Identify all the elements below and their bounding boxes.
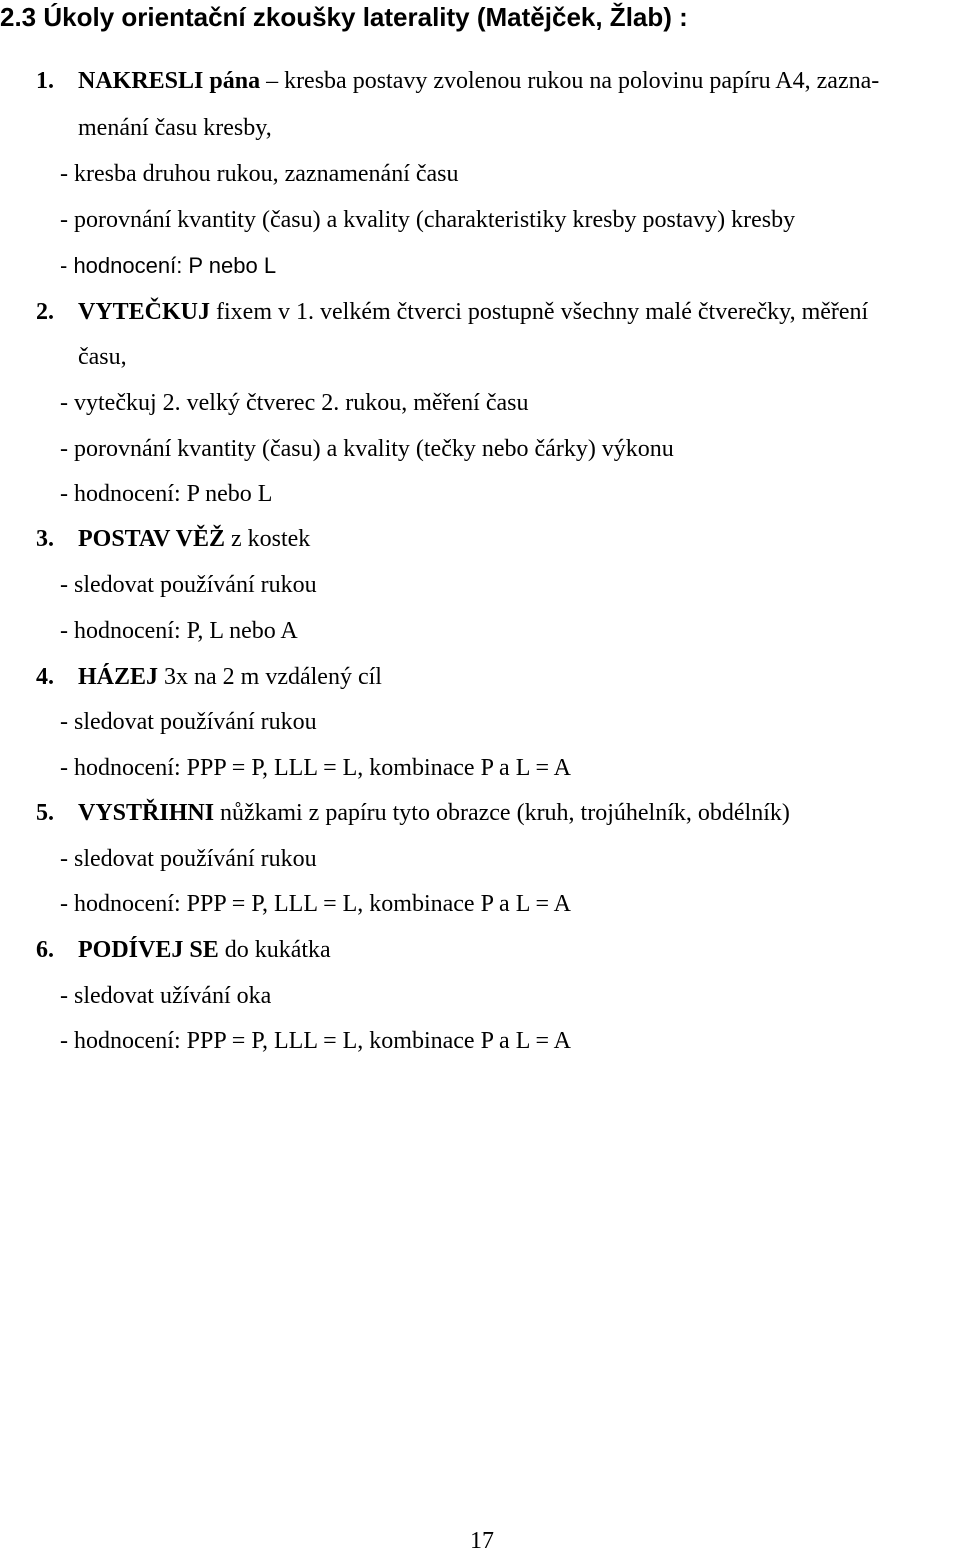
task-1-item-2: - porovnání kvantity (času) a kvality (charakteristiky kresby postavy) kresby [60, 207, 796, 233]
task-1-heading: NAKRESLI pána [78, 68, 261, 94]
task-1-text: – kresba postavy zvolenou rukou na polovinu papíru A4, zazna- [260, 68, 880, 94]
task-4-text: 3x na 2 m vzdálený cíl [158, 664, 382, 690]
task-5-text: nůžkami z papíru tyto obrazce (kruh, trojúhelník, obdélník) [214, 800, 790, 826]
task-5-item-1: - sledovat používání rukou [60, 846, 317, 872]
task-6-item-1: - sledovat užívání oka [60, 983, 272, 1009]
task-4-item-1: - sledovat používání rukou [60, 709, 317, 735]
task-5-item-2: - hodnocení: PPP = P, LLL = L, kombinace P a L = A [60, 891, 572, 917]
task-2-line [78, 297, 868, 327]
task-6-text: do kukátka [218, 937, 331, 963]
task-3-number: 3. [36, 526, 54, 552]
page-title: 2.3 Úkoly orientační zkoušky laterality (Matějček, Žlab) : [0, 2, 688, 32]
page-number: 17 [470, 1528, 494, 1554]
task-4-number: 4. [36, 664, 54, 690]
task-2-text: fixem v 1. velkém čtverci postupně všechny malé čtverečky, měření [210, 299, 869, 325]
task-5-heading: VYSTŘIHNI [78, 800, 215, 826]
task-3-heading: POSTAV VĚŽ [78, 526, 225, 552]
task-3-item-2: - hodnocení: P, L nebo A [60, 618, 298, 644]
task-1-number: 1. [36, 68, 54, 94]
task-3-item-1: - sledovat používání rukou [60, 572, 317, 598]
task-6-heading: PODÍVEJ SE [78, 937, 219, 963]
task-4-line [78, 662, 382, 692]
task-2-item-2: - porovnání kvantity (času) a kvality (tečky nebo čárky) výkonu [60, 436, 674, 462]
task-1-item-1: - kresba druhou rukou, zaznamenání času [60, 161, 459, 187]
task-2-number: 2. [36, 299, 54, 325]
task-1-item-3: - hodnocení: P nebo L [60, 253, 277, 278]
task-5-line [78, 798, 790, 828]
task-6-line [78, 935, 331, 965]
task-1-continuation: menání času kresby, [78, 115, 272, 141]
task-2-item-1: - vytečkuj 2. velký čtverec 2. rukou, měření času [60, 390, 529, 416]
task-2-continuation: času, [78, 344, 127, 370]
task-1-line [78, 66, 879, 96]
task-6-item-2: - hodnocení: PPP = P, LLL = L, kombinace P a L = A [60, 1028, 572, 1054]
task-2-item-3: - hodnocení: P nebo L [60, 481, 273, 507]
task-3-text: z kostek [224, 526, 311, 552]
task-6-number: 6. [36, 937, 54, 963]
task-5-number: 5. [36, 800, 54, 826]
task-4-item-2: - hodnocení: PPP = P, LLL = L, kombinace P a L = A [60, 755, 572, 781]
task-4-heading: HÁZEJ [78, 664, 159, 690]
task-2-heading: VYTEČKUJ [78, 299, 211, 325]
task-3-line [78, 524, 310, 554]
